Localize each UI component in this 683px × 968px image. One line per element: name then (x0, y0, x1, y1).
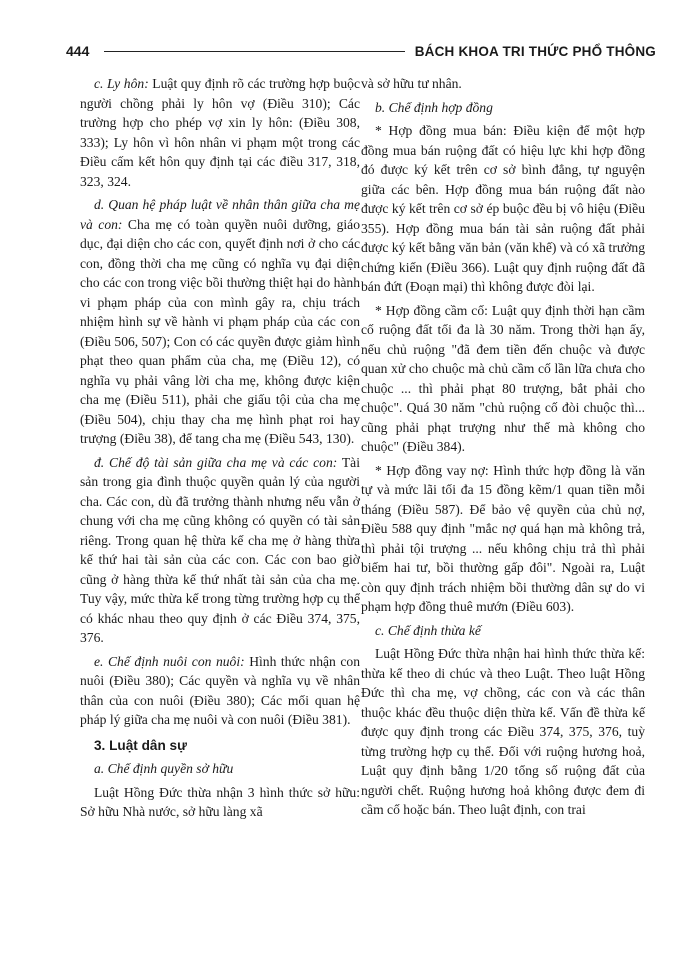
left-column (80, 74, 360, 826)
paragraph-text: Hình thức nhận con nuôi (Điều 380); Các quyền và nghĩa vụ về nhân thân của con nuôi (Điều 380); Các mối quan hệ pháp lý giữa cha mẹ nuôi và con nuôi (Điều 381). (80, 653, 360, 727)
page-header (66, 40, 656, 62)
paragraph (361, 461, 645, 617)
paragraph (361, 644, 645, 820)
paragraph-lead: e. Chế định nuôi con nuôi: (94, 653, 245, 669)
paragraph (80, 453, 360, 648)
paragraph-text: Luật Hồng Đức thừa nhận 3 hình thức sở hữu: Sở hữu Nhà nước, sở hữu làng xã (80, 784, 360, 819)
paragraph-text: Cha mẹ có toàn quyền nuôi dưỡng, giáo dục, đại diện cho các con, quyết định nơi ở cho các con, đồng thời cha mẹ cũng có nghĩa vụ đại diện cho các con trong việc bồi thường thiệt hại do hành vi phạm pháp của con mình gây ra, chịu trách nhiệm hình sự về hành vi phạm pháp của các con (Điều 506, 507); Con có các quyền được giảm hình phạt theo quan phẩm của cha, mẹ (Điều 12), có nghĩa vụ phải vâng lời cha mẹ, không được kiện cha mẹ (Điều 511), phải che giấu tội của cha mẹ (Điều 504), chịu thay cha mẹ hình phạt roi hay trượng (Điều 38), để tang cha mẹ (Điều 543, 130). (80, 216, 360, 446)
paragraph (80, 195, 360, 449)
header-rule (104, 51, 405, 52)
paragraph (361, 74, 645, 94)
paragraph (361, 121, 645, 297)
subsection-heading: a. Chế định quyền sở hữu (94, 761, 234, 776)
paragraph-text: * Hợp đồng vay nợ: Hình thức hợp đồng là văn tự và mức lãi tối đa 15 đồng kẽm/1 quan tiền mỗi tháng (Điều 587). Để bảo vệ quyền của chủ nợ, Điều 588 quy định "mắc nợ quá hạn mà không trả, thì phải tội trượng ... nếu không chịu trả thì phải biếm hai tư, bồi thường gấp đôi". Ngoài ra, Luật còn quy định trách nhiệm bồi thường dân sự do vi phạm hợp đồng thuê mướn (Điều 603). (361, 462, 645, 614)
subsection-heading: c. Chế định thừa kế (375, 622, 481, 638)
paragraph-lead: c. Ly hôn: (94, 76, 149, 91)
paragraph-lead: đ. Chế độ tài sản giữa cha mẹ và các con: (94, 454, 338, 470)
section-heading: 3. Luật dân sự (94, 737, 187, 753)
paragraph (80, 652, 360, 730)
paragraph-text: * Hợp đồng mua bán: Điều kiện để một hợp đồng mua bán ruộng đất có hiệu lực khi hợp đồng đó được ký kết trên cơ sở bình đẳng, tự nguyện giữa các bên. Hợp đồng mua bán ruộng đất nào được ký kết trên cơ sở ép buộc đều bị vô hiệu (Điều 355). Hợp đồng mua bán tài sản ruộng đất phải được ký kết bằng văn bản (văn khế) và có xã trưởng chứng kiến (Điều 366). Luật quy định ruộng đất đã bán đứt (Đoạn mại) thì không được đòi lại. (361, 123, 645, 294)
paragraph (361, 301, 645, 457)
paragraph-lead: d. Quan hệ pháp luật về nhân thân giữa cha mẹ và con: (80, 197, 360, 232)
paragraph (80, 74, 360, 191)
paragraph-text: Luật quy định rõ các trường hợp buộc người chồng phải ly hôn vợ (Điều 310); Các trường hợp cho phép vợ xin ly hôn: (Điều 308, 333); Ly hôn vì hôn nhân vi phạm một trong các Điều cấm kết hôn quy định tại các điều 317, 318, 323, 324. (80, 76, 360, 189)
paragraph-text: Luật Hồng Đức thừa nhận hai hình thức thừa kế: thừa kế theo di chúc và theo Luật. Theo luật Hồng Đức thì cha mẹ, vợ chồng, các con và các thân thuộc khác đều thuộc diện thừa kế. Vấn đề thừa kế được quy định trong các Điều 374, 375, 376, tuỳ từng trường hợp cụ thể. Đối với ruộng hương hoả, Luật quy định bằng 1/20 tổng số ruộng đất của người chết. Ruộng hương hoả không được đem đi cầm cố hoặc bán. Theo luật định, con trai (361, 646, 645, 817)
paragraph-text: * Hợp đồng cầm cố: Luật quy định thời hạn cầm cố ruộng đất tối đa là 30 năm. Trong thời hạn ấy, nếu chủ ruộng "đã đem tiền đến chuộc và được quan xử cho chuộc mà chủ cầm cố lần lữa chưa cho chuộc ... thì phải phạt 80 trượng, bắt phải cho chuộc". Quá 30 năm "chủ ruộng cố đòi chuộc thì... cũng phải phạt trượng như thế mà không cho chuộc" (Điều 384). (361, 302, 645, 454)
paragraph-text: Tài sản trong gia đình thuộc quyền quản lý của người cha. Các con, dù đã trưởng thành nhưng nếu vẫn ở chung với cha mẹ cũng không có quyền có tài sản riêng. Trong quan hệ thừa kế cha mẹ ở hàng thừa kế thứ hai tài sản của các con. Các con bao giờ cũng ở hàng thừa kế thứ nhất tài sản của cha mẹ. Tuy vậy, mức thừa kế trong từng trường hợp cụ thể có khác nhau theo quy định ở các Điều 374, 375, 376. (80, 454, 360, 645)
right-column (361, 74, 645, 824)
paragraph-text: và sở hữu tư nhân. (361, 76, 462, 91)
paragraph (80, 783, 360, 822)
page-number: 444 (66, 43, 90, 59)
book-title: BÁCH KHOA TRI THỨC PHỔ THÔNG (414, 43, 656, 59)
subsection-heading: b. Chế định hợp đồng (375, 99, 493, 115)
